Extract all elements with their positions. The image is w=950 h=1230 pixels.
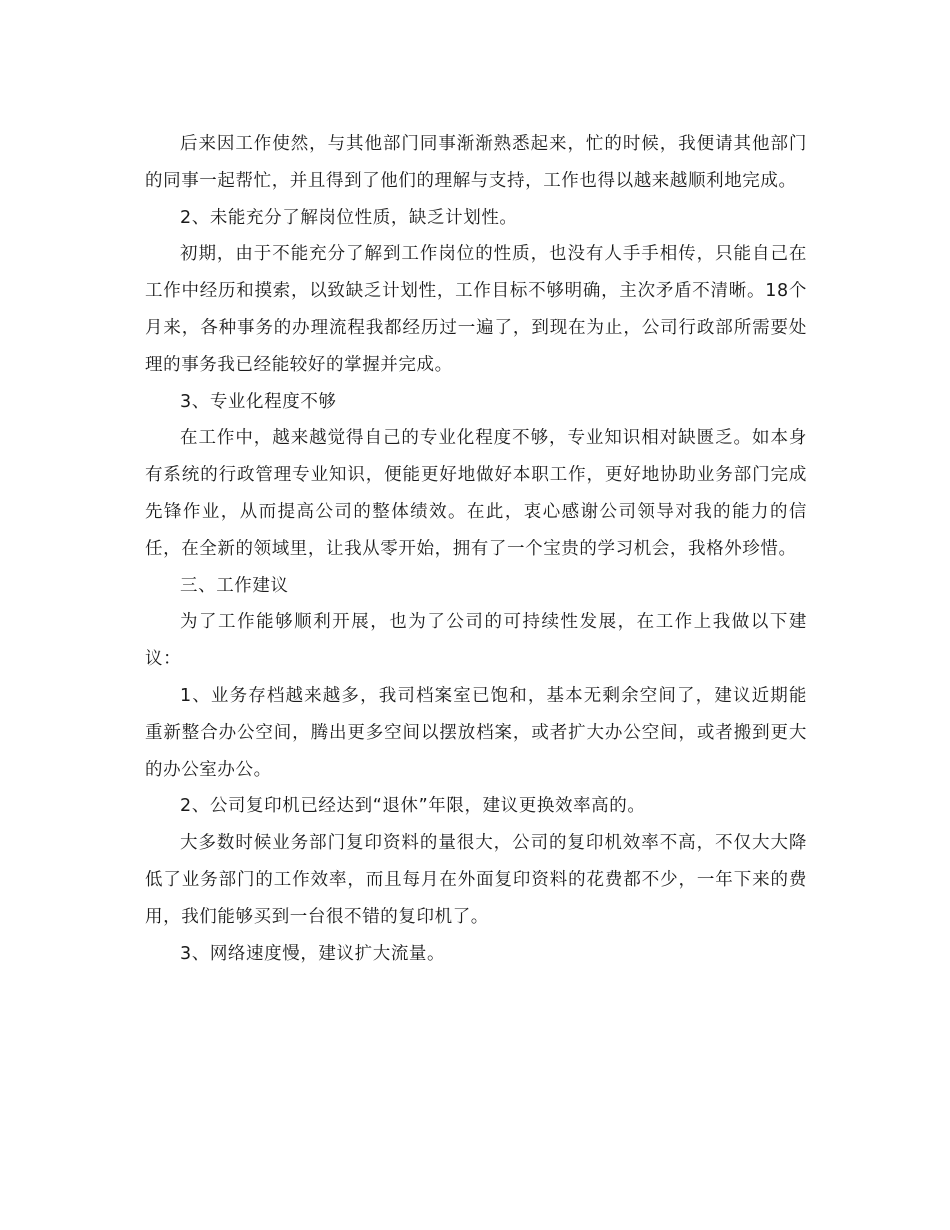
- paragraph-suggestions-intro: 为了工作能够顺利开展，也为了公司的可持续性发展，在工作上我做以下建议：: [145, 612, 807, 670]
- document-body: [145, 126, 807, 972]
- heading-item-2: 2、未能充分了解岗位性质，缺乏计划性。: [180, 207, 518, 228]
- paragraph-cooperation: 后来因工作使然，与其他部门同事渐渐熟悉起来，忙的时候，我便请其他部门的同事一起帮忙，并且得到了他们的理解与支持，工作也得以越来越顺利地完成。: [145, 134, 807, 191]
- section-heading-suggestions: 三、工作建议: [180, 575, 289, 596]
- suggestion-item-3: 3、网络速度慢，建议扩大流量。: [180, 943, 446, 964]
- suggestion-item-2: 2、公司复印机已经达到“退休”年限，建议更换效率高的。: [180, 796, 646, 817]
- paragraph-copier-details: 大多数时候业务部门复印资料的量很大，公司的复印机效率不高，不仅大大降低了业务部门的工作效率，而且每月在外面复印资料的花费都不少，一年下来的费用，我们能够买到一台很不错的复印机了。: [145, 833, 807, 927]
- paragraph-initial-period: 初期，由于不能充分了解到工作岗位的性质，也没有人手手相传，只能自己在工作中经历和摸索，以致缺乏计划性，工作目标不够明确，主次矛盾不清晰。18个月来，各种事务的办理流程我都经历过一遍了，到现在为止，公司行政部所需要处理的事务我已经能较好的掌握并完成。: [145, 244, 807, 375]
- paragraph-professionalism: 在工作中，越来越觉得自己的专业化程度不够，专业知识相对缺匮乏。如本身有系统的行政管理专业知识，便能更好地做好本职工作，更好地协助业务部门完成先锋作业，从而提高公司的整体绩效。在此，衷心感谢公司领导对我的能力的信任，在全新的领域里，让我从零开始，拥有了一个宝贵的学习机会，我格外珍惜。: [145, 428, 807, 559]
- suggestion-item-1: 1、业务存档越来越多，我司档案室已饱和，基本无剩余空间了，建议近期能重新整合办公空间，腾出更多空间以摆放档案，或者扩大办公空间，或者搬到更大的办公室办公。: [145, 685, 807, 780]
- heading-item-3: 3、专业化程度不够: [180, 391, 337, 412]
